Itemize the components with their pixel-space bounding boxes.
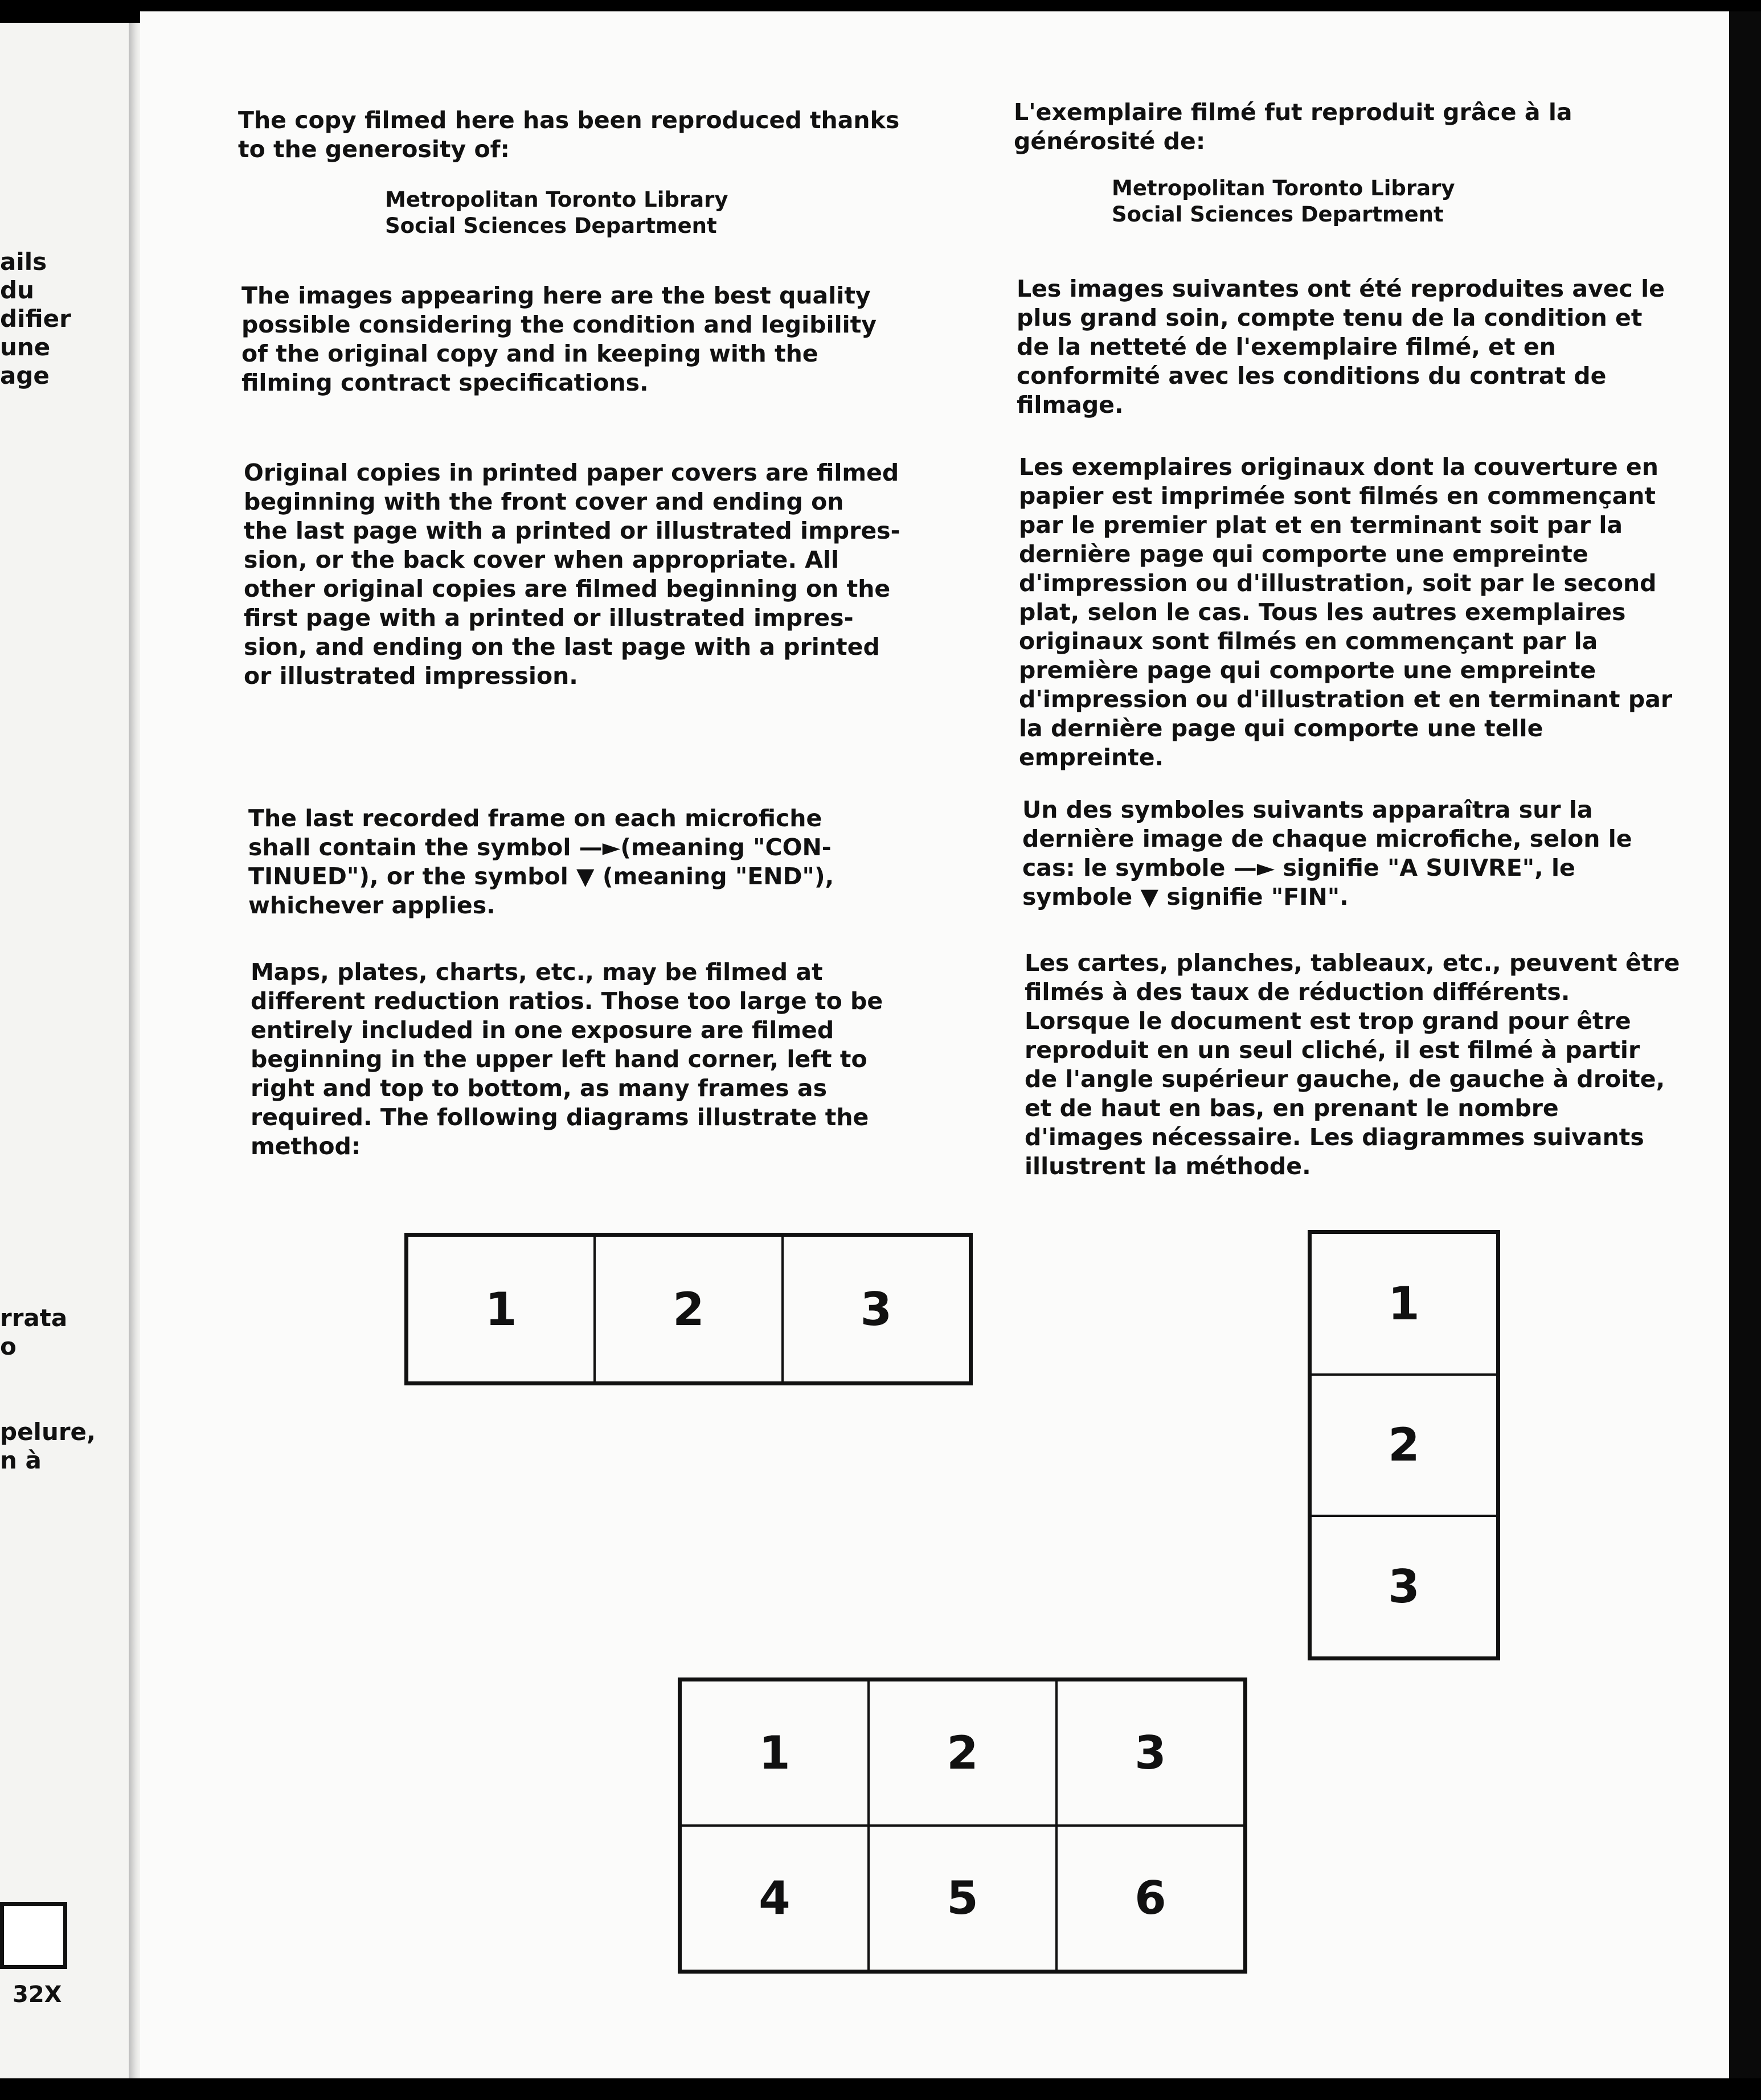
english-quality-paragraph: The images appearing here are the best quality possible considering the condition and legibility of the original copy and in keeping with the filming contract specifications. xyxy=(241,282,877,396)
cropped-text-fragment: pelure, n à xyxy=(0,1418,96,1474)
reduction-ratio-label: 32X xyxy=(13,1982,62,2008)
frame-cell: 2 xyxy=(869,1680,1056,1826)
english-intro: The copy filmed here has been reproduced thanks to the generosity of: xyxy=(238,106,900,163)
english-symbol-paragraph: The last recorded frame on each microfiche shall contain the symbol —►(meaning "CON- TINUED"), or the symbol ▼ (meaning "END"), whichever applies. xyxy=(248,805,834,919)
frame-cell: 1 xyxy=(681,1680,869,1826)
vertical-frame-diagram xyxy=(1308,1230,1500,1660)
end-triangle-icon: ▼ xyxy=(576,863,595,890)
french-maps-paragraph: Les cartes, planches, tableaux, etc., peuvent être filmés à des taux de réduction différents. Lorsque le document est trop grand pour être reproduit en un seul cliché, il est filmé à partir de l'angle supérieur gauche, de gauche à droite, et de haut en bas, en prenant le nombre d'images nécessaire. Les diagrammes suivants illustrent la méthode. xyxy=(1025,949,1680,1180)
cropped-text-fragment: ails du difier une age xyxy=(0,248,71,389)
french-symbol-paragraph: Un des symboles suivants apparaîtra sur la dernière image de chaque microfiche, selon le cas: le symbole —► signifie "A SUIVRE", le symbole ▼ signifie "FIN". xyxy=(1022,796,1632,910)
grid-frame-diagram xyxy=(678,1677,1247,1974)
frame-cell: 3 xyxy=(1310,1516,1497,1658)
frame-cell: 6 xyxy=(1056,1826,1244,1971)
english-maps-paragraph: Maps, plates, charts, etc., may be filmed at different reduction ratios. Those too large to be entirely included in one exposure are filmed beginning in the upper left hand corner, left to right and top to bottom, as many frames as required. The following diagrams illustrate the method: xyxy=(251,958,883,1160)
continued-arrow-icon: —► xyxy=(1233,854,1275,881)
english-covers-paragraph: Original copies in printed paper covers are filmed beginning with the front cover and ending on the last page with a printed or illustrated impres- sion, or the back cover when appropriate. All other original copies are filmed beginning on the first page with a printed or illustrated impres- sion, and ending on the last page with a printed or illustrated impression. xyxy=(244,459,900,690)
previous-page-margin xyxy=(0,23,136,2078)
resolution-target-square xyxy=(0,1902,67,1969)
end-triangle-icon: ▼ xyxy=(1140,883,1159,910)
french-intro: L'exemplaire filmé fut reproduit grâce à la générosité de: xyxy=(1014,99,1572,155)
horizontal-frame-diagram xyxy=(404,1233,973,1385)
frame-cell: 2 xyxy=(595,1236,782,1383)
cropped-text-fragment: rrata o xyxy=(0,1304,68,1360)
frame-cell: 3 xyxy=(783,1236,970,1383)
french-covers-paragraph: Les exemplaires originaux dont la couverture en papier est imprimée sont filmés en commençant par le premier plat et en terminant soit par la dernière page qui comporte une empreinte d'impression ou d'illustration, soit par le second plat, selon le cas. Tous les autres exemplaires originaux sont filmés en commençant par la première page qui comporte une empreinte d'impression ou d'illustration et en terminant par la dernière page qui comporte une telle empreinte. xyxy=(1019,453,1673,771)
frame-cell: 5 xyxy=(869,1826,1056,1971)
page-binding-shadow xyxy=(129,23,141,2078)
continued-arrow-icon: —► xyxy=(579,834,621,861)
frame-cell: 3 xyxy=(1056,1680,1244,1826)
english-institution: Metropolitan Toronto Library Social Sciences Department xyxy=(385,187,728,238)
frame-cell: 4 xyxy=(681,1826,869,1971)
frame-cell: 1 xyxy=(1310,1233,1497,1375)
frame-cell: 1 xyxy=(407,1236,595,1383)
french-institution: Metropolitan Toronto Library Social Sciences Department xyxy=(1112,176,1455,227)
scan-border xyxy=(1729,11,1761,2078)
french-quality-paragraph: Les images suivantes ont été reproduites avec le plus grand soin, compte tenu de la condition et de la netteté de l'exemplaire filmé, et en conformité avec les conditions du contrat de filmage. xyxy=(1017,275,1665,419)
frame-cell: 2 xyxy=(1310,1375,1497,1516)
